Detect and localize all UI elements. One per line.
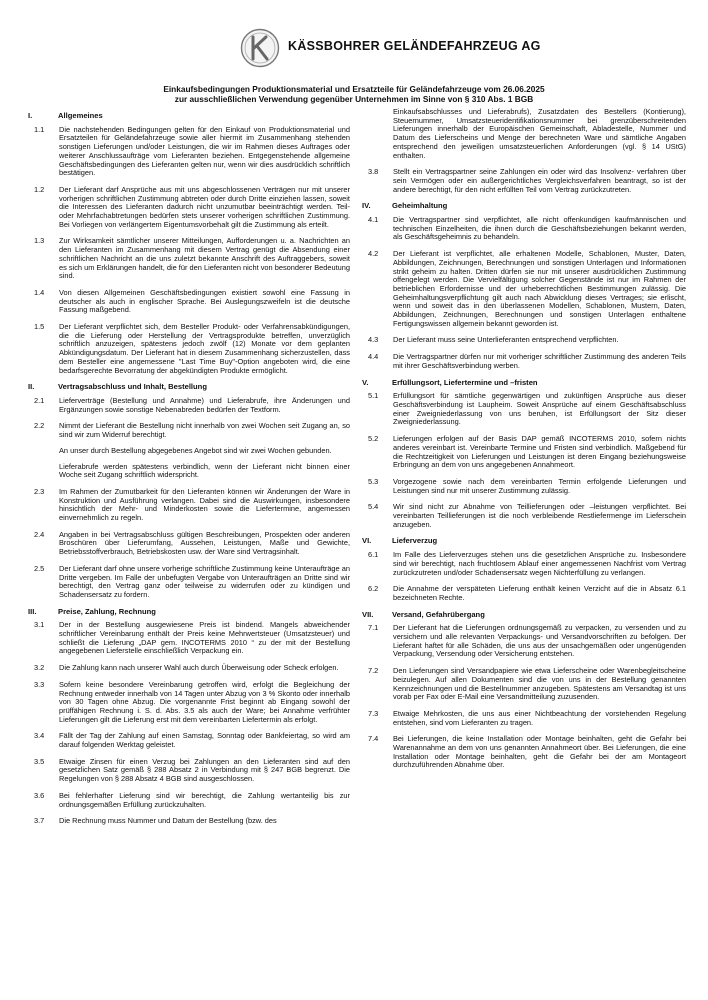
clause-4-3: 4.3 Der Lieferant muss seine Unterlieferanten entsprechend verpflichten. <box>368 335 619 345</box>
clause-3-1: 3.1 Der in der Bestellung ausgewiesene Preis ist bindend. Mangels abweichender schriftlicher Vereinbarung enthält der Preis keine Mehrwertsteuer (Umsatzsteuer) und schließt die Lieferung „DAP gem. INCOTERMS 2010 “ zu der mit der Bestellung angegebenen Lieferstelle einschließlich Verpackung ein. <box>34 620 350 656</box>
clause-7-4: 7.4 Bei Lieferungen, die keine Installation oder Montage beinhalten, geht die Gefahr bei Warenannahme an dem von uns genannten Annahmeort über. Bei Lieferungen, die eine Installation oder Montage beinhalten, geht die Gefahr bei der am Montageort durchzuführenden Abnahme über. <box>368 734 686 770</box>
section-heading: VII. Versand, Gefahrübergang <box>362 609 485 619</box>
clause-4-1: 4.1 Die Vertragspartner sind verpflichtet, alle nicht offenkundigen kaufmännischen und technischen Einzelheiten, die ihnen durch die Geschäftsbeziehungen bekannt werden, als Geschäftsgeheimnis zu behandeln. <box>368 215 686 242</box>
clause-7-1: 7.1 Der Lieferant hat die Lieferungen ordnungsgemäß zu verpacken, zu versenden und zu versichern und alle relevanten Verpackungs- und Versandvorschriften zu befolgen. Der Lieferant haftet für alle Schäden, die uns aus der unsachgemäßen oder ungenügenden Verpackung, Versendung oder Versicherung entstehen. <box>368 623 686 659</box>
clause-5-2: 5.2 Lieferungen erfolgen auf der Basis DAP gemäß INCOTERMS 2010, sofern nichts anderes vereinbart ist. Vereinbarte Termine und Fristen sind verbindlich. Maßgebend für die Rechtzeitigkeit von Lieferungen und Leistungen ist deren Eingang beziehungsweise Erbringung an dem von uns angegebenen Annahmeort. <box>368 434 686 470</box>
right-column <box>362 108 686 778</box>
document-title <box>0 84 708 104</box>
clause-3-4: 3.4 Fällt der Tag der Zahlung auf einen Samstag, Sonntag oder Bankfeiertag, so wird am darauf folgenden Werktag geleistet. <box>34 731 350 750</box>
left-column <box>28 112 350 834</box>
clause-6-2: 6.2 Die Annahme der verspäteten Lieferung enthält keinen Verzicht auf die in Absatz 6.1 bezeichneten Rechte. <box>368 584 686 602</box>
clause-3-5: 3.5 Etwaige Zinsen für einen Verzug bei Zahlungen an den Lieferanten sind auf den gesetzlichen Satz gemäß § 288 Absatz 2 in Verbindung mit § 247 BGB begrenzt. Die Regelungen von § 288 Absatz 4 BGB sind ausgeschlossen. <box>34 756 350 784</box>
clause-3-3: 3.3 Sofern keine besondere Vereinbarung getroffen wird, erfolgt die Begleichung der Rechnung entweder innerhalb von 14 Tagen unter Abzug von 3 % Skonto oder innerhalb von 30 Tagen ohne Abzug. Die vorgenannte Frist beginnt ab Eingang sowohl der prüffähigen Rechnung i. S. d. Abs. 3.5 als auch der Ware; bei Annahme verfrühter Lieferungen gilt die Lieferung erst mit dem vereinbarten Liefertermin als erfolgt. <box>34 679 350 724</box>
kaessbohrer-logo-icon <box>240 28 280 68</box>
clause-1-1: 1.1 Die nachstehenden Bedingungen gelten für den Einkauf von Produktionsmaterial und Ersatzteilen für Geländefahrzeuge sowie aller hiermit im Zusammenhang stehenden sonstigen Lieferungen und/oder Leistungen, die wir im Rahmen dieses Auftrages oder weiterer Anschlussaufträge vom Lieferanten beziehen. Entgegenstehende allgemeine Geschäftsbedingungen des Lieferanten gelten nur, wenn wir dies ausdrücklich schriftlich bestätigen. <box>34 124 350 178</box>
title-line-2: zur ausschließlichen Verwendung gegenüber Unternehmen im Sinne von § 310 Abs. 1 BGB <box>174 94 534 104</box>
clause-3-8: 3.8 Stellt ein Vertragspartner seine Zahlungen ein oder wird das Insolvenz- verfahren über sein Vermögen oder ein außergerichtliches Vergleichsverfahren beantragt, so ist der andere berechtigt, für den nicht erfüllten Teil vom Vertrag zurückzutreten. <box>368 167 686 194</box>
clause-4-4: 4.4 Die Vertragspartner dürfen nur mit vorheriger schriftlicher Zustimmung des anderen Teils mit ihrer Geschäftsverbindung werben. <box>368 352 686 370</box>
clause-1-4: 1.4 Von diesen Allgemeinen Geschäftsbedingungen existiert sowohl eine Fassung in deutscher als auch in englischer Sprache. Bei Auslegungszweifeln ist die deutsche Fassung maßgebend. <box>34 287 350 315</box>
clause-5-4: 5.4 Wir sind nicht zur Abnahme von Teillieferungen oder –leistungen verpflichtet. Bei vereinbarten Teillieferungen ist die noch verbleibende Restliefermenge im Lieferschein anzugeben. <box>368 502 686 529</box>
clause-1-2: 1.2 Der Lieferant darf Ansprüche aus mit uns abgeschlossenen Verträgen nur mit unserer vorherigen schriftlichen Zustimmung abtreten oder durch Dritte einziehen lassen, soweit die Interessen des Lieferanten dadurch nicht unzumutbar beeinträchtigt werden. Teil- oder Mehrfachabtretungen bedürfen stets unserer vorherigen schriftlichen Zustimmung. Bei Vorliegen von verlängertem Eigentumsvorbehalt gilt die Zustimmung als erteilt. <box>34 184 350 229</box>
clause-7-2: 7.2 Den Lieferungen sind Versandpapiere wie etwa Lieferscheine oder Warenbegleitscheine beizulegen. Auf allen Dokumenten sind die von uns in der Bestellung genannten Kennzeichnungen und die Bestellnummer anzugeben. Spätestens am Versandtag ist uns vorab per Fax oder E-Mail eine Versandmitteilung zuzusenden. <box>368 666 686 702</box>
section-heading: VI. Lieferverzug <box>362 536 438 546</box>
clause-2-4: 2.4 Angaben in bei Vertragsabschluss gültigen Beschreibungen, Prospekten oder anderen Broschüren über Lieferumfang, Aussehen, Leistungen, Maße und Gewichte, Betriebsstoffverbrauch, Betriebskosten usw. der Ware sind Vertragsinhalt. <box>34 529 350 557</box>
clause-2-1: 2.1 Lieferverträge (Bestellung und Annahme) und Lieferabrufe, ihre Änderungen und Ergänzungen sowie sonstige Nebenabreden bedürfen der Textform. <box>34 395 350 414</box>
clause-2-2: 2.2 Nimmt der Lieferant die Bestellung nicht innerhalb von zwei Wochen seit Zugang an, so sind wir zum Widerruf berechtigt. An unser durch Bestellung abgegebenes Angebot sind wir zwei Wochen gebunden. Lieferabrufe werden spätestens verbindlich, wenn der Lieferant nicht binnen einer Woche seit Zugang schriftlich widerspricht. <box>34 421 350 480</box>
section-heading: V. Erfüllungsort, Liefertermine und –fristen <box>362 377 538 387</box>
clause-2-3: 2.3 Im Rahmen der Zumutbarkeit für den Lieferanten können wir Änderungen der Ware in Konstruktion und Ausführung verlangen. Dabei sind die Auswirkungen, insbesondere hinsichtlich der Mehr- und Minderkosten sowie die Liefertermine, angemessen einvernehmlich zu regeln. <box>34 486 350 523</box>
section-heading: IV. Geheimhaltung <box>362 201 448 211</box>
clause-1-5: 1.5 Der Lieferant verpflichtet sich, dem Besteller Produkt- oder Verfahrensabkündigungen, die die Lieferung oder Herstellung der Vertragsprodukte betreffen, unverzüglich schriftlich anzuzeigen, spätestens jedoch zwölf (12) Monate vor dem geplanten Abkündigungsdatum. Der Lieferant hat in diesem Zusammenhang sicherzustellen, dass dem Besteller eine angemessene "Last Time Buy"-Option angeboten wird, die eine bedarfsgerechte Bevorratung der abgekündigten Produkte ermöglicht. <box>34 322 350 375</box>
letterhead <box>0 26 708 70</box>
section-heading: I. Allgemeines <box>28 111 103 120</box>
section-heading: II. Vertragsabschluss und Inhalt, Bestellung <box>28 382 207 392</box>
clause-5-3: 5.3 Vorgezogene sowie nach dem vereinbarten Termin erfolgende Lieferungen und Leistungen sind nur mit unserer Zustimmung zulässig. <box>368 476 686 495</box>
clause-4-2: 4.2 Der Lieferant ist verpflichtet, alle erhaltenen Modelle, Schablonen, Muster, Daten, Abbildungen, Zeichnungen, Berechnungen und sonstigen Unterlagen und Informationen strikt geheim zu halten. Dritten dürfen sie nur mit unserer ausdrücklichen Zustimmung offengelegt werden. Die Vervielfältigung solcher Gegenstände ist nur im Rahmen der betrieblichen Erfordernisse und der urheberrechtlichen Bestimmungen zulässig. Die Geheimhaltungsverpflichtung gilt auch nach Abwicklung dieses Vertrages; sie erlischt, wenn und soweit das in den überlassenen Modellen, Schablonen, Mustern, Daten, Abbildungen, Zeichnungen, Berechnungen und sonstigen Unterlagen enthaltene Fertigungswissen allgemein bekannt geworden ist. <box>368 249 686 328</box>
clause-3-7-continued: Einkaufsabschlusses und Lieferabrufs), Zusatzdaten des Bestellers (Kontierung), Steuernummer, Umsatzsteueridentifikationsnummer bei grenzüberschreitenden Lieferungen innerhalb der Europäischen Gemeinschaft, Abladestelle, Nummer und Datum des Lieferscheins und Menge der berechneten Ware und sämtliche Angaben entsprechend den jeweiligen umsatzsteuerlichen Anforderungen (vgl. § 14 UStG) enthalten. <box>393 107 686 160</box>
section-heading: III. Preise, Zahlung, Rechnung <box>28 606 156 616</box>
company-name: KÄSSBOHRER GELÄNDEFAHRZEUG AG <box>288 39 541 53</box>
clause-7-3: 7.3 Etwaige Mehrkosten, die uns aus einer Nichtbeachtung der vorstehenden Regelung entstehen, sind vom Lieferanten zu tragen. <box>368 708 686 727</box>
clause-3-6: 3.6 Bei fehlerhafter Lieferung sind wir berechtigt, die Zahlung wertanteilig bis zur ordnungsgemäßen Erfüllung zurückzuhalten. <box>34 790 350 809</box>
clause-3-7: 3.7 Die Rechnung muss Nummer und Datum der Bestellung (bzw. des <box>34 816 277 826</box>
clause-6-1: 6.1 Im Falle des Lieferverzuges stehen uns die gesetzlichen Ansprüche zu. Insbesondere sind wir berechtigt, nach fruchtlosem Ablauf einer angemessenen Nachfrist vom Vertrag zurückzutreten und/oder Schadensersatz wegen Nichterfüllung zu verlangen. <box>368 550 686 577</box>
title-line-1: Einkaufsbedingungen Produktionsmaterial und Ersatzteile für Geländefahrzeuge vom 26.06.2025 <box>163 84 545 94</box>
clause-1-3: 1.3 Zur Wirksamkeit sämtlicher unserer Mitteilungen, Aufforderungen u. a. Nachrichten an den Lieferanten im Zusammenhang mit diesem Vertrag genügt die Absendung einer schriftlichen Nachricht an die uns zuletzt bekannte Anschrift des Auftraggebers, soweit es sich um Erklärungen handelt, die für den Lieferanten nicht von besonderer Bedeutung sind. <box>34 236 350 281</box>
clause-3-2: 3.2 Die Zahlung kann nach unserer Wahl auch durch Überweisung oder Scheck erfolgen. <box>34 663 339 673</box>
clause-5-1: 5.1 Erfüllungsort für sämtliche gegenwärtigen und zukünftigen Ansprüche aus dieser Geschäftsverbindung ist Laupheim. Soweit Ansprüche auf einem Geschäftsabschluss einer Zweigniederlassung von uns beruhen, ist Erfüllungsort der Sitz dieser Zweigniederlassung. <box>368 391 686 427</box>
clause-2-5: 2.5 Der Lieferant darf ohne unsere vorherige schriftliche Zustimmung keine Unteraufträge an Dritte vergeben. Im Falle der unbefugten Vergabe von Unteraufträgen an Dritte sind wir berechtigt, den Vertrag ganz oder teilweise zu widerrufen oder zu kündigen und Schadensersatz zu fordern. <box>34 563 350 599</box>
